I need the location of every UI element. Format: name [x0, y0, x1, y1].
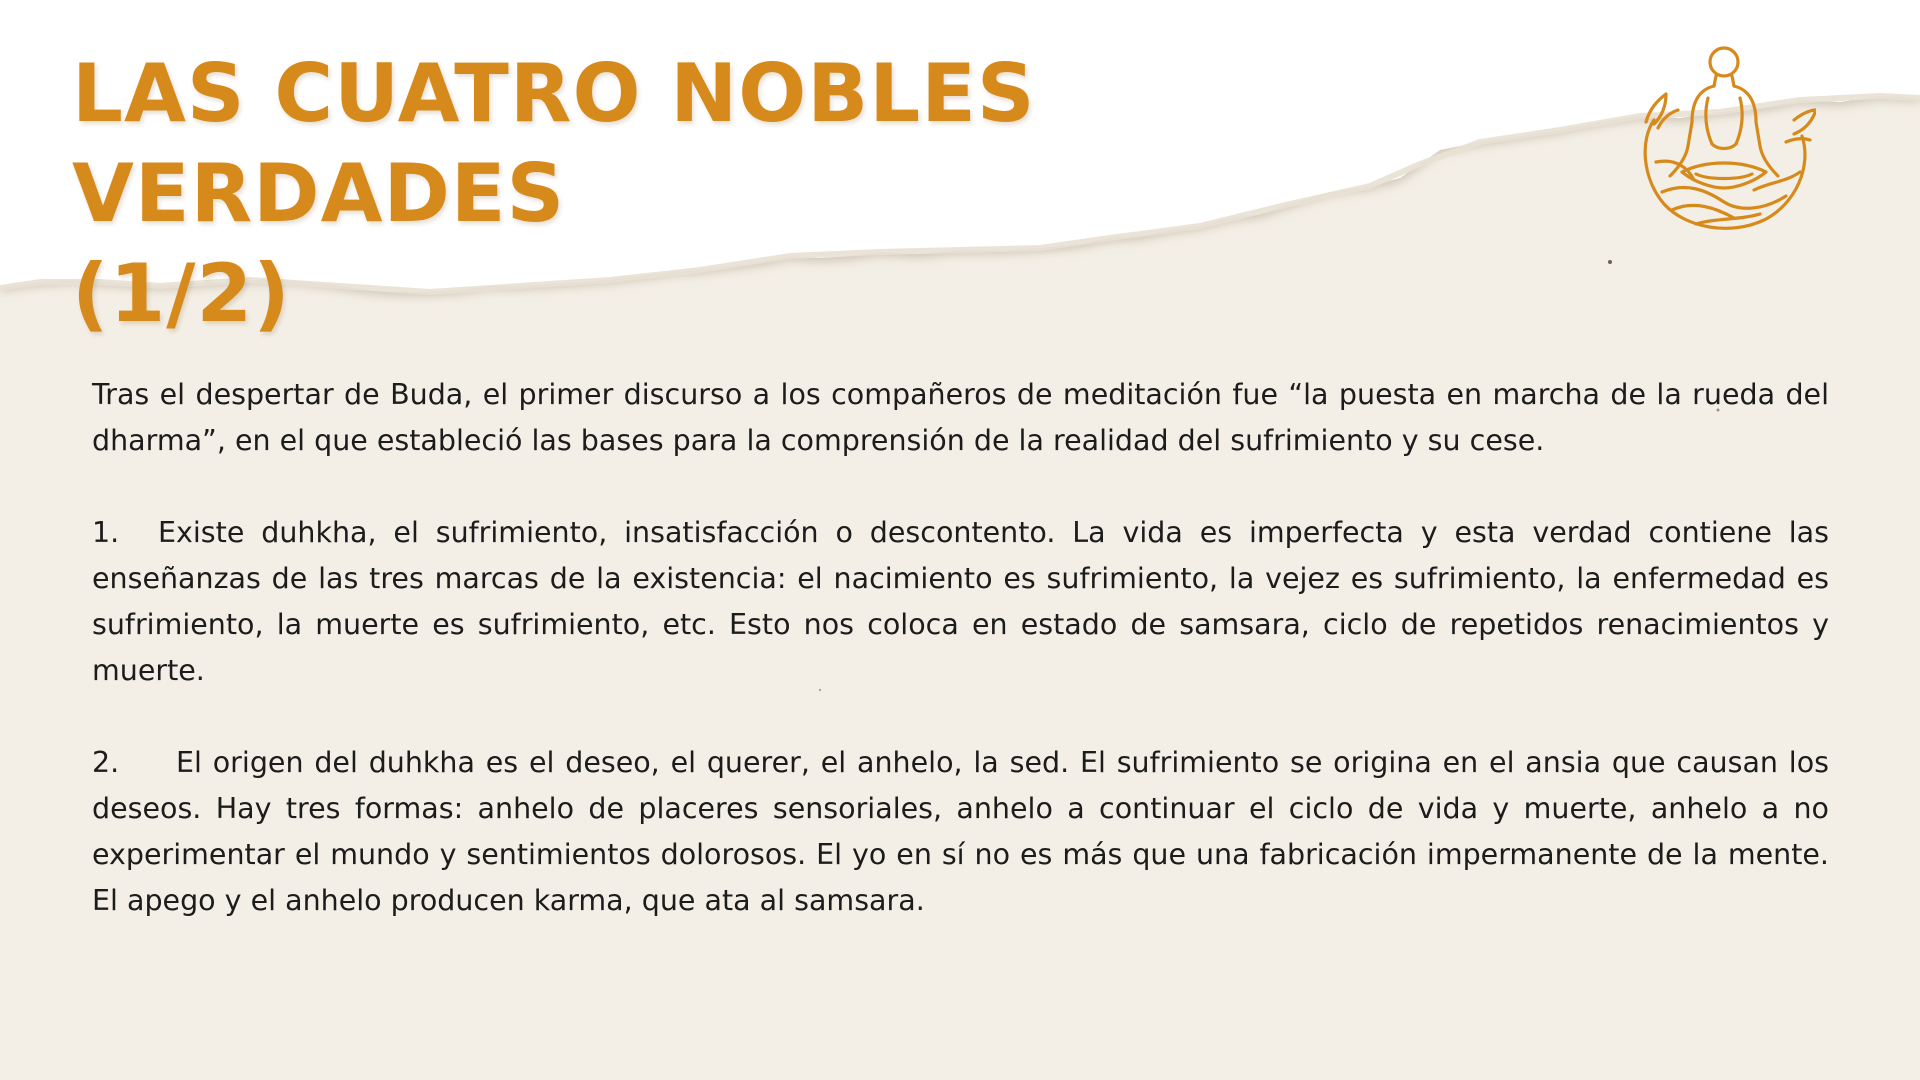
page-title: [72, 44, 1522, 344]
list-item-text: El origen del duhkha es el deseo, el querer, el anhelo, la sed. El sufrimiento se origina en el ansia que causan los deseos. Hay tres formas: anhelo de placeres sensoriales, anhelo a continuar el ciclo de vida y muerte, anhelo a no experimentar el mundo y sentimientos dolorosos. El yo en sí no es más que una fabricación impermanente de la mente. El apego y el anhelo producen karma, que ata al samsara.: [92, 746, 1829, 917]
list-item-number: 1.: [92, 516, 120, 549]
list-item-text: Existe duhkha, el sufrimiento, insatisfacción o descontento. La vida es imperfecta y esta verdad contiene las enseñanzas de las tres marcas de la existencia: el nacimiento es sufrimiento, la vejez es sufrimiento, la enfermedad es sufrimiento, la muerte es sufrimiento, etc. Esto nos coloca en estado de samsara, ciclo de repetidos renacimientos y muerte.: [92, 516, 1829, 687]
title-line-2: (1/2): [72, 247, 291, 340]
meditating-figure-icon: [1636, 42, 1816, 232]
list-item: [92, 740, 1829, 924]
slide-body: [92, 372, 1829, 970]
list-item-number: 2.: [92, 746, 120, 779]
list-item: [92, 510, 1829, 694]
intro-paragraph: Tras el despertar de Buda, el primer discurso a los compañeros de meditación fue “la puesta en marcha de la rueda del dharma”, en el que estableció las bases para la comprensión de la realidad del sufrimiento y su cese.: [92, 378, 1829, 457]
title-line-1: LAS CUATRO NOBLES VERDADES: [72, 47, 1036, 240]
